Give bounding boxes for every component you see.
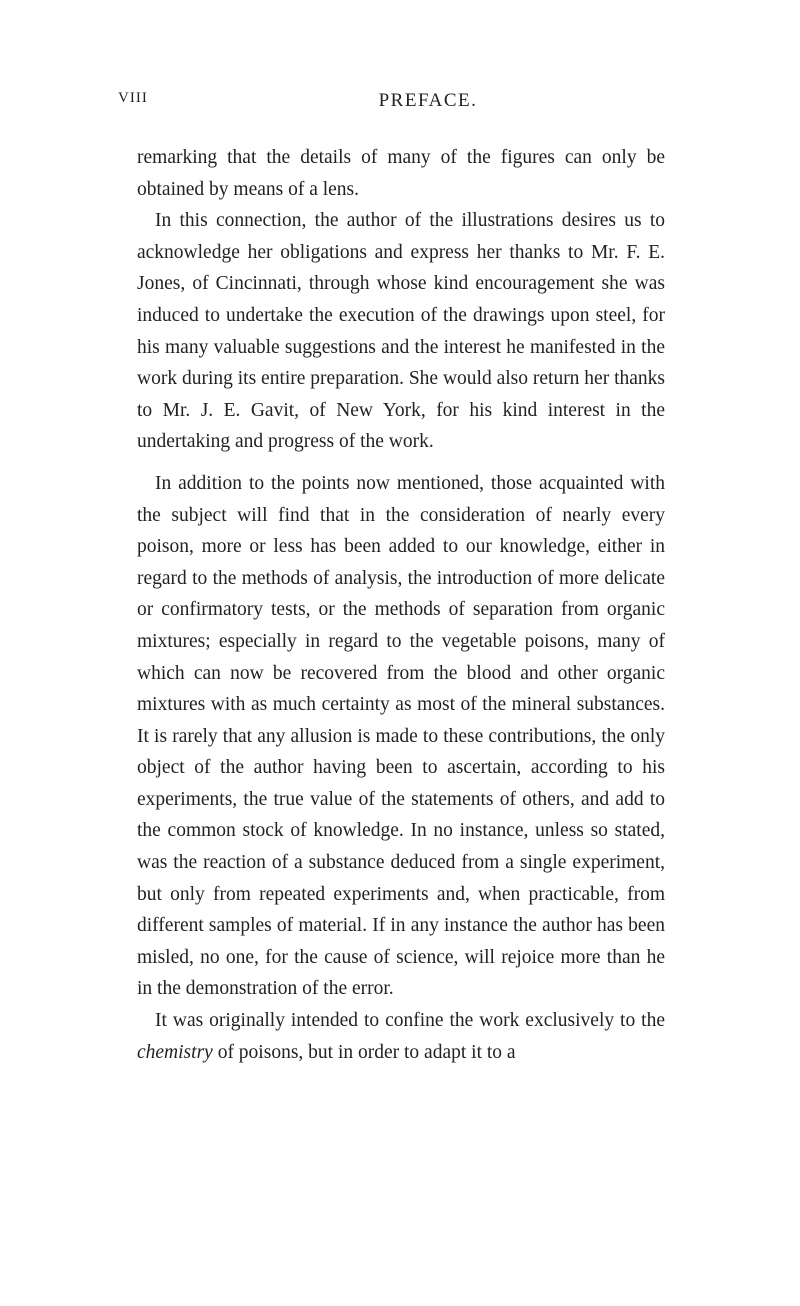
paragraph-acknowledgement: In this connection, the author of the illustrations desires us to acknowledge her obligations and express her thanks to Mr. F. E. Jones, of Cincinnati, through whose kind encouragement she was induced to undertake the execution of the drawings upon steel, for his many valuable suggestions and the interest he manifested in the work during its entire preparation. She would also return her thanks to Mr. J. E. Gavit, of New York, for his kind interest in the undertaking and progress of the work. [137,210,665,453]
paragraph-intent-end: of poisons, but in order to adapt it to a [212,1041,516,1063]
page-header [118,90,718,114]
paragraph-continuation: remarking that the details of many of the figures can only be obtained by means of a lens. [137,147,665,200]
paragraph-intent-start: It was originally intended to confine the work exclusively to the [155,1010,665,1032]
emphasis-chemistry: chemistry [137,1041,213,1063]
body-text [137,142,665,1068]
running-title: PREFACE. [378,90,478,111]
paragraph-additions: In addition to the points now mentioned, those acquainted with the subject will find that in the consideration of nearly every poison, more or less has been added to our knowledge, either in regard to the methods of analysis, the introduction of more delicate or confirmatory tests, or the methods of separation from organic mixtures; especially in regard to the vegetable poisons, many of which can now be recovered from the blood and other organic mixtures with as much certainty as most of the mineral substances. It is rarely that any allusion is made to these contributions, the only object of the author having been to ascertain, according to his experiments, the true value of the statements of others, and add to the common stock of knowledge. In no instance, unless so stated, was the reaction of a substance deduced from a single experiment, but only from repeated experiments and, when practicable, from different samples of material. If in any instance the author has been misled, no one, for the cause of science, will rejoice more than he in the demonstration of the error. [137,472,665,1000]
paragraph-intent [137,1005,665,1068]
page-number: VIII [118,90,148,106]
